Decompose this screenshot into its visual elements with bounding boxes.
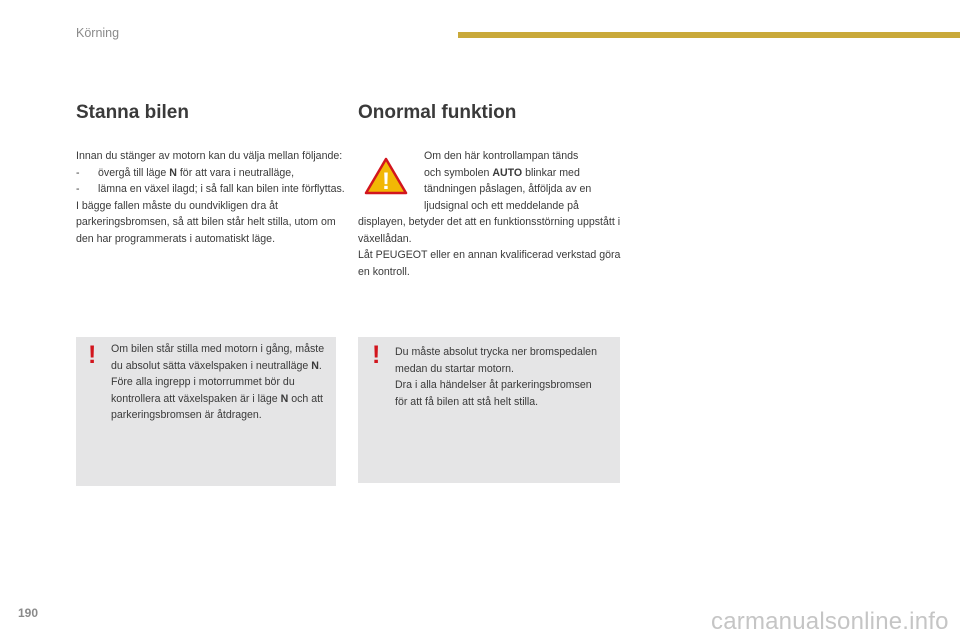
title-stanna-bilen: Stanna bilen xyxy=(76,102,189,123)
bullet-dash: - xyxy=(76,183,80,195)
bullet-text-part: för att vara i neutralläge, xyxy=(176,166,295,179)
note-para: Dra i alla händelser åt parkeringsbromsen för att få bilen att stå helt stilla. xyxy=(395,379,592,408)
bullet-item xyxy=(76,181,346,198)
bullet-dash: - xyxy=(76,166,80,179)
note-text-part: och att parkeringsbromsen är åtdragen. xyxy=(111,392,323,421)
watermark: carmanualsonline.info xyxy=(711,608,949,635)
right-body xyxy=(358,148,628,280)
title-onormal-funktion: Onormal funktion xyxy=(358,102,517,123)
bullet-item xyxy=(76,165,346,182)
page-number: 190 xyxy=(18,606,39,620)
right-rest: displayen, betyder det att en funktionsstörning uppstått i växellådan. xyxy=(358,216,621,245)
note-para: Du måste absolut trycka ner bromspedalen medan du startar motorn. xyxy=(395,346,597,375)
left-body xyxy=(76,148,346,247)
right-line: ljudsignal och ett meddelande på xyxy=(424,199,579,212)
section-label: Körning xyxy=(76,26,120,40)
note-box-left xyxy=(76,337,336,486)
warning-glyph: ! xyxy=(382,168,390,195)
right-line xyxy=(358,165,628,182)
note-text-part: Före alla ingrepp i motorrummet bör du kontrollera att växelspaken är i läge xyxy=(111,376,295,405)
exclamation-icon: ! xyxy=(88,341,97,369)
note-text-part: Om bilen står stilla med motorn i gång, måste du absolut sätta växelspaken i neutralläge xyxy=(111,343,325,372)
bullet-text-part: övergå till läge xyxy=(98,166,170,179)
right-line: Om den här kontrollampan tänds xyxy=(424,150,579,162)
note-box-right xyxy=(358,337,620,483)
note-text xyxy=(111,341,333,424)
right-text-part: och symbolen xyxy=(424,166,493,179)
bullet-bold: N xyxy=(169,166,177,179)
note-para xyxy=(111,341,333,374)
header-accent-bar xyxy=(458,32,960,38)
note-para xyxy=(111,374,333,424)
exclamation-icon: ! xyxy=(372,341,381,369)
note-text-part: . xyxy=(318,359,322,372)
bullet-text xyxy=(98,165,294,182)
left-intro: Innan du stänger av motorn kan du välja mellan följande: xyxy=(76,150,343,162)
right-bold-auto: AUTO xyxy=(492,166,523,179)
note-bold: N xyxy=(311,359,319,372)
right-text-part: blinkar med xyxy=(522,166,580,179)
right-line: tändningen påslagen, åtföljda av en xyxy=(424,183,592,195)
left-outro: I bägge fallen måste du oundvikligen dra åt parkeringsbromsen, så att bilen står helt stilla, utom om den har programmerats i automatiskt läge. xyxy=(76,199,336,245)
bullet-text: lämna en växel ilagd; i så fall kan bilen inte förflyttas. xyxy=(98,183,345,195)
right-p2: Låt PEUGEOT eller en annan kvalificerad verkstad göra en kontroll. xyxy=(358,249,621,278)
note-bold: N xyxy=(280,392,289,405)
note-text xyxy=(395,344,605,410)
